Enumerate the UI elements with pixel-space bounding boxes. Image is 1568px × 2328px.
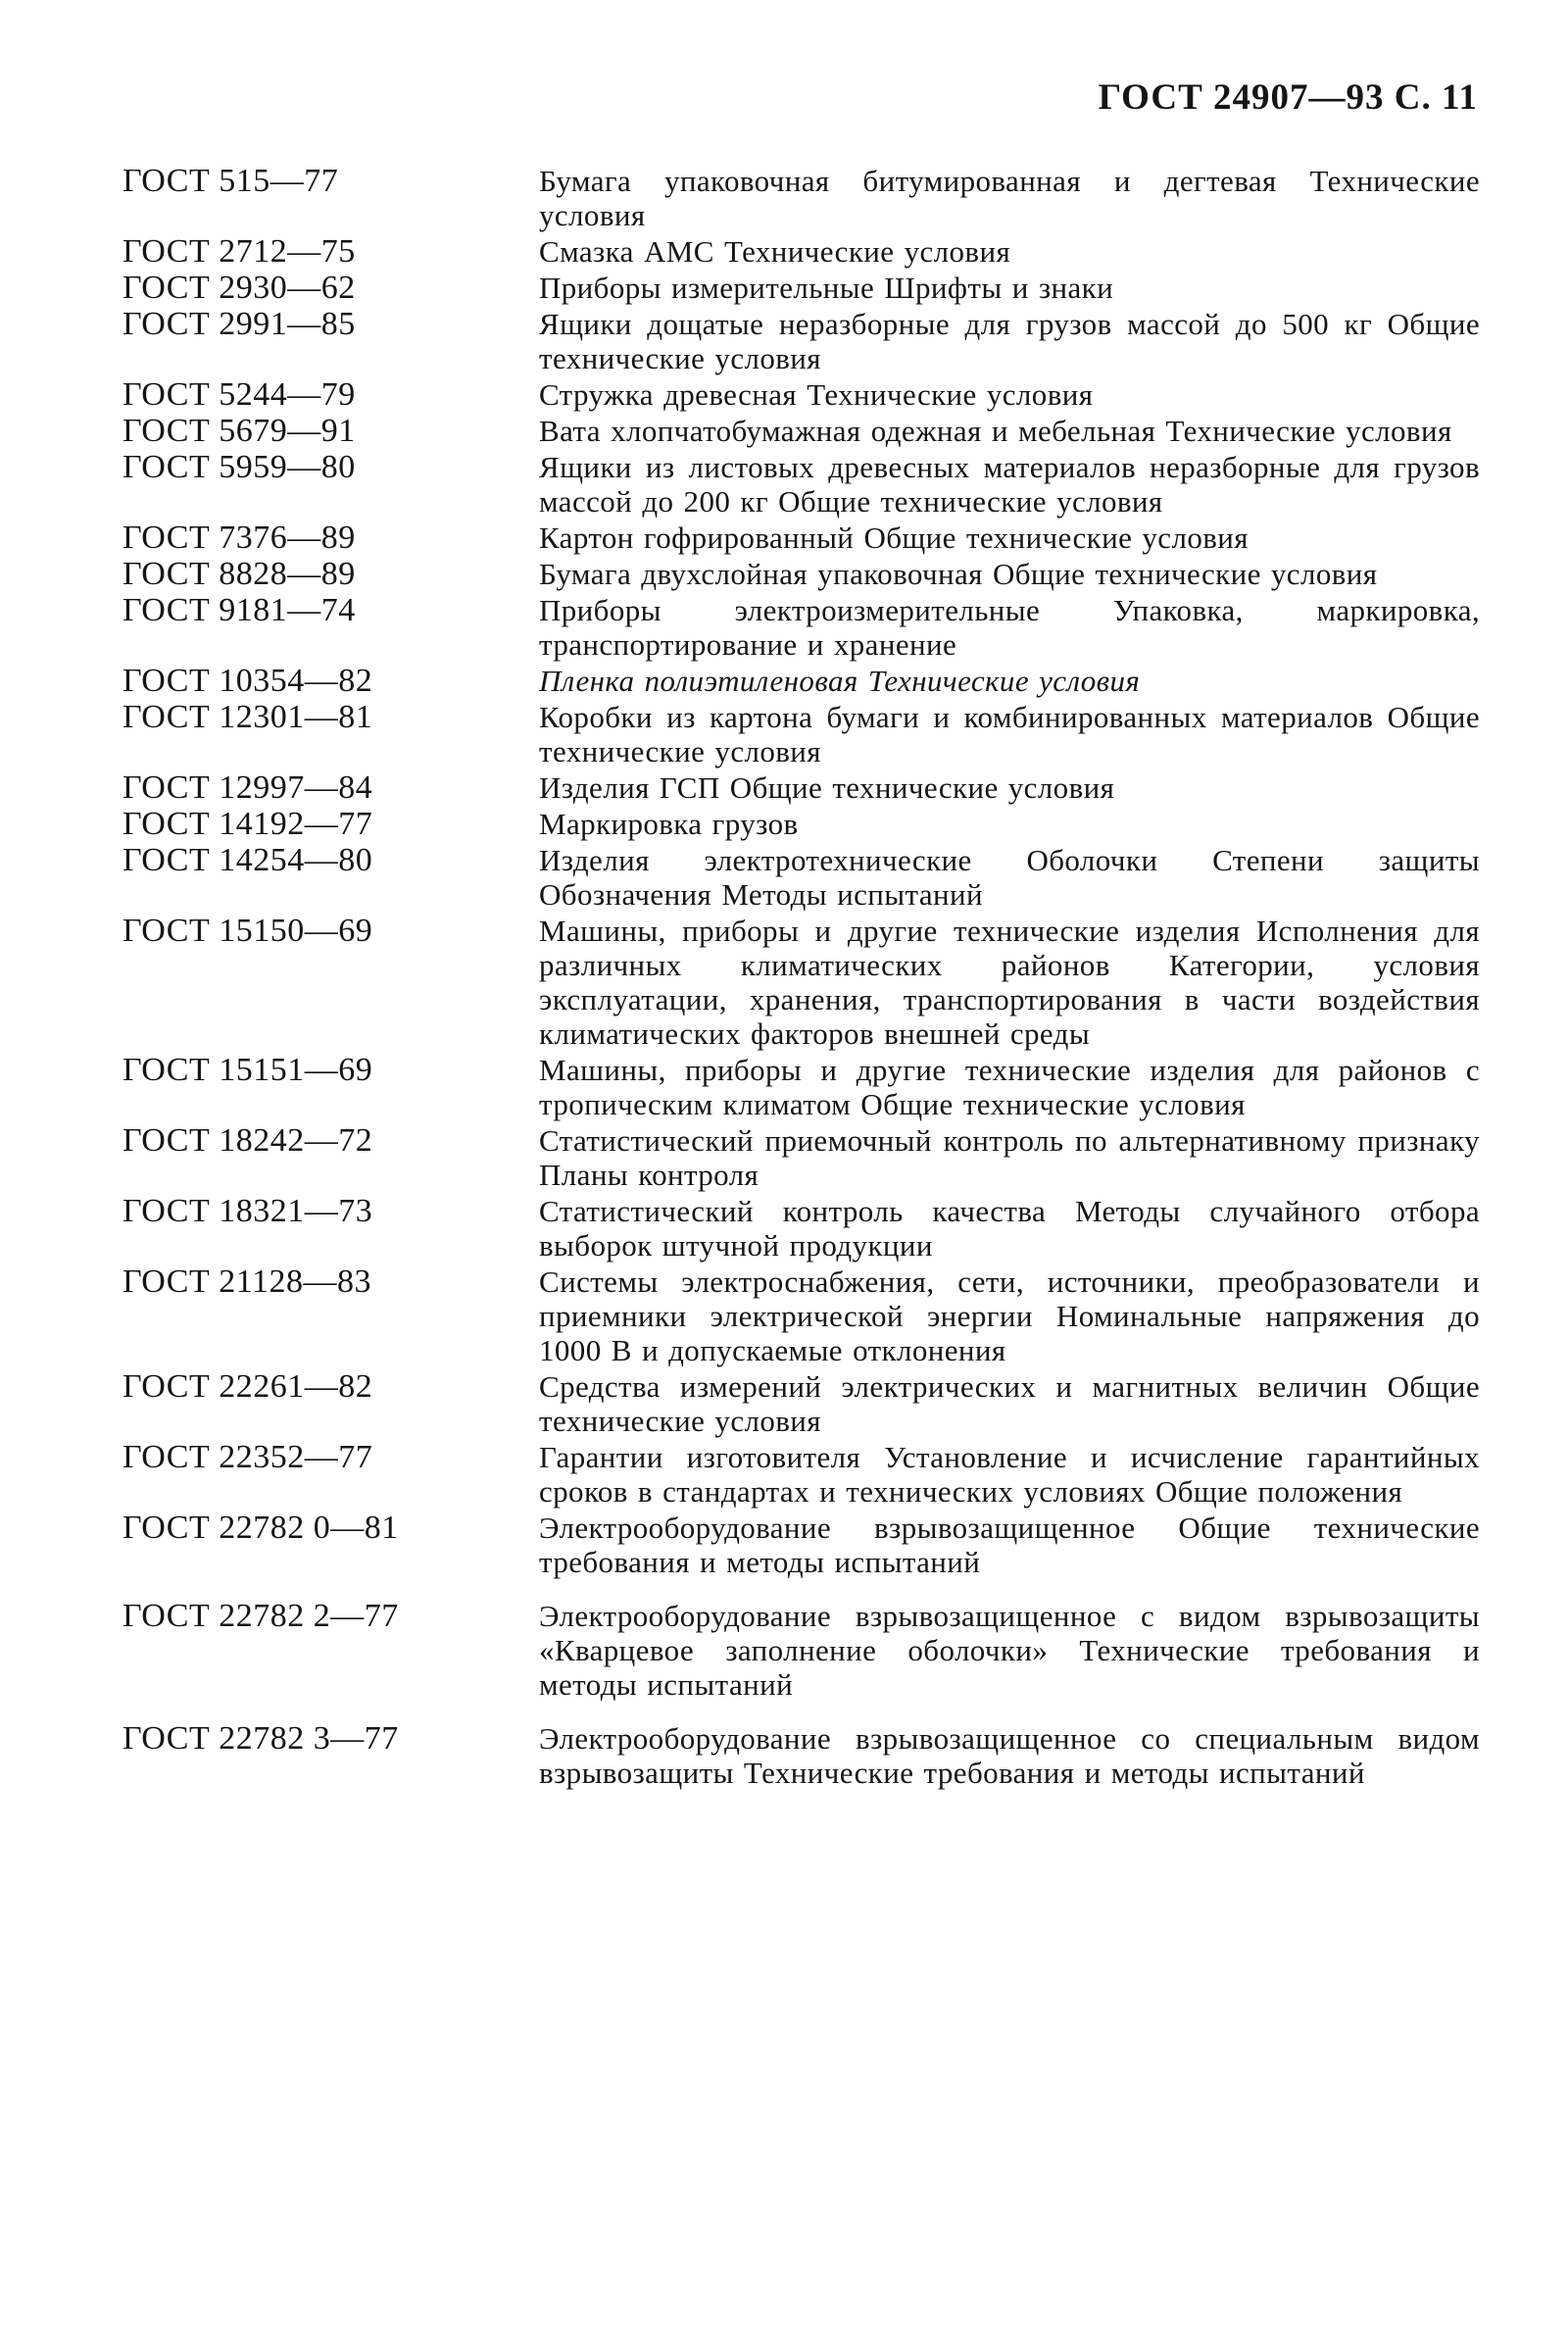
reference-row xyxy=(122,234,1480,269)
reference-code: ГОСТ 14192—77 xyxy=(122,806,373,842)
reference-title: Ящики дощатые неразборные для грузов массой до 500 кг Общие технические условия xyxy=(539,307,1480,375)
reference-code: ГОСТ 10354—82 xyxy=(122,663,373,699)
reference-title: Машины, приборы и другие технические изделия Исполнения для различных климатических районов Категории, условия эксплуатации, хранения, транспортирования в части воздействия климатических факторов внешней среды xyxy=(539,914,1480,1051)
reference-row xyxy=(122,557,1480,591)
reference-title: Ящики из листовых древесных материалов неразборные для грузов массой до 200 кг Общие технические условия xyxy=(539,450,1480,519)
reference-row xyxy=(122,664,1480,698)
reference-code: ГОСТ 12301—81 xyxy=(122,699,373,735)
reference-title: Электрооборудование взрывозащищенное Общие технические требования и методы испытаний xyxy=(539,1511,1480,1579)
reference-title: Электрооборудование взрывозащищенное со специальным видом взрывозащиты Технические требования и методы испытаний xyxy=(539,1721,1480,1790)
reference-code: ГОСТ 12997—84 xyxy=(122,769,373,806)
reference-list xyxy=(122,164,1480,1792)
reference-title: Средства измерений электрических и магнитных величин Общие технические условия xyxy=(539,1369,1480,1438)
reference-code: ГОСТ 18242—72 xyxy=(122,1122,373,1159)
reference-row xyxy=(122,914,1480,1051)
reference-code: ГОСТ 5679—91 xyxy=(122,413,356,449)
reference-row xyxy=(122,450,1480,519)
reference-row xyxy=(122,1440,1480,1509)
reference-code: ГОСТ 22352—77 xyxy=(122,1439,373,1475)
reference-code: ГОСТ 2930—62 xyxy=(122,270,356,306)
reference-row xyxy=(122,700,1480,768)
reference-code: ГОСТ 22782 0—81 xyxy=(122,1510,399,1546)
reference-title: Коробки из картона бумаги и комбинированных материалов Общие технические условия xyxy=(539,700,1480,768)
reference-title: Пленка полиэтиленовая Технические условия xyxy=(539,664,1141,698)
reference-code: ГОСТ 15151—69 xyxy=(122,1052,373,1088)
reference-code: ГОСТ 15150—69 xyxy=(122,913,373,949)
reference-title: Изделия электротехнические Оболочки Степени защиты Обозначения Методы испытаний xyxy=(539,843,1480,912)
reference-title: Статистический приемочный контроль по альтернативному признаку Планы контроля xyxy=(539,1123,1480,1192)
reference-row xyxy=(122,1123,1480,1192)
reference-row xyxy=(122,1721,1480,1790)
reference-row xyxy=(122,520,1480,555)
reference-row xyxy=(122,1194,1480,1263)
reference-title: Бумага упаковочная битумированная и дегтевая Технические условия xyxy=(539,164,1480,232)
reference-code: ГОСТ 2712—75 xyxy=(122,233,356,270)
reference-row xyxy=(122,843,1480,912)
reference-title: Электрооборудование взрывозащищенное с видом взрывозащиты «Кварцевое заполнение оболочки» Технические требования и методы испытаний xyxy=(539,1599,1480,1702)
reference-title: Картон гофрированный Общие технические условия xyxy=(539,520,1249,555)
reference-code: ГОСТ 8828—89 xyxy=(122,556,356,592)
reference-code: ГОСТ 2991—85 xyxy=(122,306,356,342)
reference-code: ГОСТ 7376—89 xyxy=(122,520,356,556)
reference-row xyxy=(122,1053,1480,1121)
reference-row xyxy=(122,1264,1480,1367)
reference-title: Маркировка грузов xyxy=(539,807,799,841)
reference-row xyxy=(122,770,1480,805)
reference-title: Системы электроснабжения, сети, источники, преобразователи и приемники электрической энергии Номинальные напряжения до 1000 В и допускаемые отклонения xyxy=(539,1264,1480,1367)
reference-code: ГОСТ 22261—82 xyxy=(122,1368,373,1405)
reference-row xyxy=(122,307,1480,375)
reference-code: ГОСТ 18321—73 xyxy=(122,1193,373,1229)
reference-title: Приборы электроизмерительные Упаковка, маркировка, транспортирование и хранение xyxy=(539,593,1480,662)
reference-row xyxy=(122,807,1480,841)
reference-title: Изделия ГСП Общие технические условия xyxy=(539,770,1115,805)
reference-code: ГОСТ 9181—74 xyxy=(122,592,356,628)
reference-title: Бумага двухслойная упаковочная Общие технические условия xyxy=(539,557,1378,591)
reference-row xyxy=(122,1599,1480,1702)
reference-title: Стружка древесная Технические условия xyxy=(539,377,1094,412)
reference-row xyxy=(122,1511,1480,1579)
reference-code: ГОСТ 5244—79 xyxy=(122,376,356,413)
reference-title: Машины, приборы и другие технические изделия для районов с тропическим климатом Общие технические условия xyxy=(539,1053,1480,1121)
reference-title: Вата хлопчатобумажная одежная и мебельная Технические условия xyxy=(539,414,1452,448)
reference-row xyxy=(122,377,1480,412)
reference-code: ГОСТ 5959—80 xyxy=(122,449,356,485)
reference-row xyxy=(122,271,1480,305)
reference-row xyxy=(122,1369,1480,1438)
reference-title: Гарантии изготовителя Установление и исчисление гарантийных сроков в стандартах и технических условиях Общие положения xyxy=(539,1440,1480,1509)
reference-row xyxy=(122,164,1480,232)
reference-row xyxy=(122,593,1480,662)
reference-code: ГОСТ 21128—83 xyxy=(122,1263,371,1300)
reference-code: ГОСТ 22782 2—77 xyxy=(122,1598,399,1634)
reference-code: ГОСТ 515—77 xyxy=(122,163,339,199)
reference-code: ГОСТ 22782 3—77 xyxy=(122,1720,399,1757)
page-header: ГОСТ 24907—93 С. 11 xyxy=(1098,77,1478,118)
reference-title: Приборы измерительные Шрифты и знаки xyxy=(539,271,1114,305)
reference-code: ГОСТ 14254—80 xyxy=(122,842,373,878)
reference-title: Смазка АМС Технические условия xyxy=(539,234,1011,269)
reference-row xyxy=(122,414,1480,448)
reference-title: Статистический контроль качества Методы случайного отбора выборок штучной продукции xyxy=(539,1194,1480,1263)
